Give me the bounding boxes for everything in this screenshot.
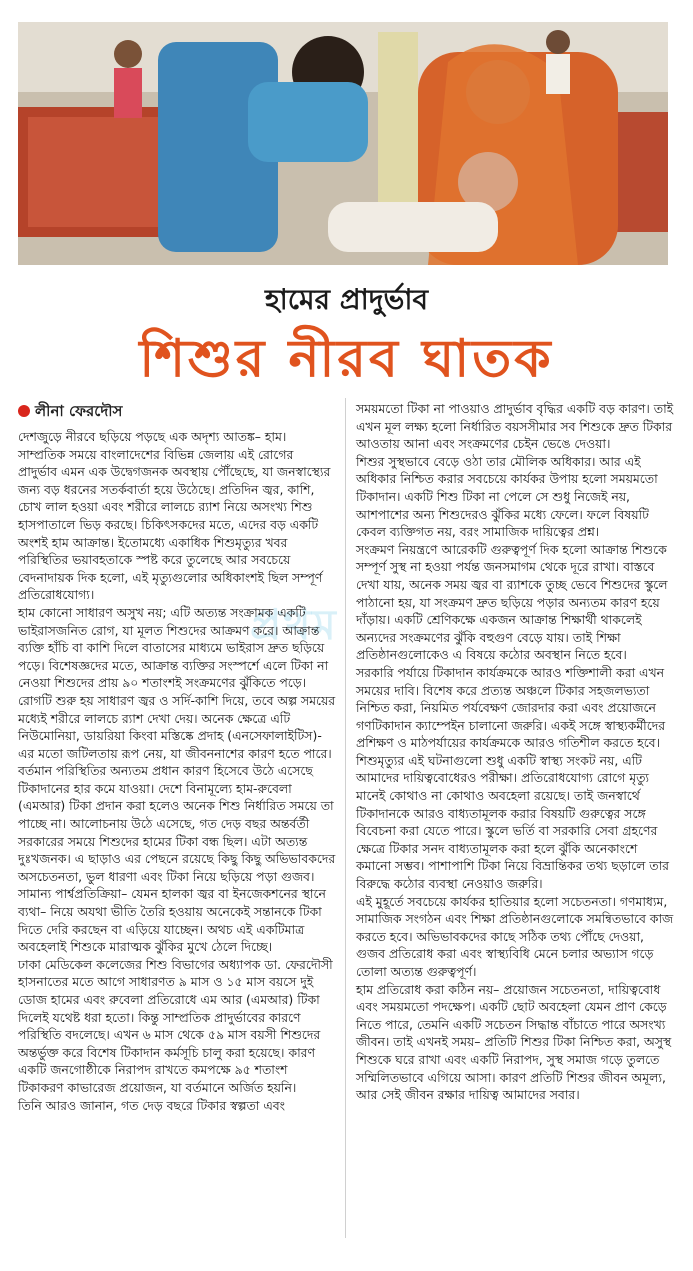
byline: [18, 400, 122, 425]
paragraph: হাম কোনো সাধারণ অসুখ নয়; এটি অত্যন্ত সংক্রামক একটি ভাইরাসজনিত রোগ, যা মূলত শিশুদের আক্রমণ করে। আক্রান্ত ব্যক্তি হাঁচি বা কাশি দিলে বাতাসের মাধ্যমে ভাইরাস দ্রুত ছড়িয়ে পড়ে। বিশেষজ্ঞদের মতে, আক্রান্ত ব্যক্তির সংস্পর্শে এলে টিকা না নেওয়া শিশুদের প্রায় ৯০ শতাংশই সংক্রমণের ঝুঁকিতে পড়ে। রোগটি শুরু হয় সাধারণ জ্বর ও সর্দি-কাশি দিয়ে, তবে অল্প সময়ের মধ্যেই শরীরে লালচে র‍্যাশ দেখা দেয়। অনেক ক্ষেত্রে এটি নিউমোনিয়া, ডায়রিয়া কিংবা মস্তিষ্কে প্রদাহ (এনসেফালাইটিস)-এর মতো জটিলতায় রূপ নেয়, যা জীবননাশের কারণ হতে পারে।: [18, 604, 336, 761]
paragraph: হাম প্রতিরোধ করা কঠিন নয়– প্রয়োজন সচেতনতা, দায়িত্ববোধ এবং সময়মতো পদক্ষেপ। একটি ছোট অবহেলা যেমন প্রাণ কেড়ে নিতে পারে, তেমনি একটি সচেতন সিদ্ধান্ত বাঁচাতে পারে অসংখ্য জীবন। তাই এখনই সময়– প্রতিটি শিশুর টিকা নিশ্চিত করা, অসুস্থ শিশুকে ঘরে রাখা এবং একটি নিরাপদ, সুস্থ সমাজ গড়ে তুলতে সম্মিলিতভাবে এগিয়ে আসা। কারণ প্রতিটি শিশুর জীবন অমূল্য, আর সেই জীবন রক্ষার দায়িত্ব আমাদের সবার।: [356, 981, 672, 1103]
paragraph: শিশুমৃত্যুর এই ঘটনাগুলো শুধু একটি স্বাস্থ্য সংকট নয়, এটি আমাদের দায়িত্ববোধেরও পরীক্ষা। প্রতিরোধযোগ্য রোগে মৃত্যু মানেই কোথাও না কোথাও অবহেলা রয়েছে। তাই জনস্বার্থে টিকাদানকে আরও বাধ্যতামূলক করার বিষয়টি গুরুত্বের সঙ্গে বিবেচনা করা যেতে পারে। স্কুলে ভর্তি বা সরকারি সেবা গ্রহণের ক্ষেত্রে টিকার সনদ বাধ্যতামূলক করা হলে ঝুঁকি অনেকাংশে কমানো সম্ভব। পাশাপাশি টিকা নিয়ে বিভ্রান্তিকর তথ্য ছড়ালে তার বিরুদ্ধে কঠোর ব্যবস্থা নেওয়াও জরুরি।: [356, 752, 669, 892]
article-column-right: [356, 400, 674, 1104]
byline-bullet-icon: [18, 405, 30, 417]
paragraph: দেশজুড়ে নীরবে ছড়িয়ে পড়ছে এক অদৃশ্য আতঙ্ক– হাম। সাম্প্রতিক সময়ে বাংলাদেশের বিভিন্ন জেলায় এই রোগের প্রাদুর্ভাব এমন এক উদ্বেগজনক অবস্থায় পৌঁছেছে, যা জনস্বাস্থ্যের জন্য বড় ধরনের সতর্কবার্তা হয়ে উঠেছে। প্রতিদিন জ্বর, কাশি, চোখ লাল হওয়া এবং শরীরে লালচে র‍্যাশ নিয়ে অসংখ্য শিশু হাসপাতালে ভিড় করছে। চিকিৎসকদের মতে, এদের বড় একটি অংশই হাম আক্রান্ত। ইতোমধ্যে একাধিক শিশুমৃত্যুর খবর পরিস্থিতির ভয়াবহতাকে স্পষ্ট করে তুলেছে আর সবচেয়ে বেদনাদায়ক দিক হলো, এই মৃত্যুগুলোর অধিকাংশই ছিল সম্পূর্ণ প্রতিরোধযোগ্য।: [18, 429, 331, 603]
headline: শিশুর নীরব ঘাতক: [139, 329, 554, 389]
kicker-heading: হামের প্রাদুর্ভাব: [264, 283, 429, 316]
paragraph: শিশুর সুস্থভাবে বেড়ে ওঠা তার মৌলিক অধিকার। আর এই অধিকার নিশ্চিত করার সবচেয়ে কার্যকর উপায় হলো সময়মতো টিকাদান। একটি শিশু টিকা না পেলে সে শুধু নিজেই নয়, আশপাশের অন্য শিশুদেরও ঝুঁকির মধ্যে ফেলে। ফলে বিষয়টি কেবল ব্যক্তিগত নয়, বরং সামাজিক দায়িত্বের প্রশ্ন।: [356, 453, 658, 540]
column-divider: [345, 398, 346, 1238]
watermark: প্রথম: [250, 600, 338, 649]
paragraph: সরকারি পর্যায়ে টিকাদান কার্যক্রমকে আরও শক্তিশালী করা এখন সময়ের দাবি। বিশেষ করে প্রত্যন্ত অঞ্চলে টিকার সহজলভ্যতা নিশ্চিত করা, নিয়মিত পর্যবেক্ষণ জোরদার করা এবং প্রয়োজনে গণটিকাদান ক্যাম্পেইন চালানো জরুরি। একই সঙ্গে স্বাস্থ্যকর্মীদের প্রশিক্ষণ ও মাঠপর্যায়ের কার্যক্রমকে আরও গতিশীল করতে হবে।: [356, 664, 666, 751]
paragraph: সময়মতো টিকা না পাওয়াও প্রাদুর্ভাব বৃদ্ধির একটি বড় কারণ। তাই এখন মূল লক্ষ্য হলো নির্ধারিত বয়সসীমার সব শিশুকে দ্রুত টিকার আওতায় আনা এবং সংক্রমণের চেইন ভেঙে দেওয়া।: [356, 401, 674, 452]
paragraph: এই মুহূর্তে সবচেয়ে কার্যকর হাতিয়ার হলো সচেতনতা। গণমাধ্যম, সামাজিক সংগঠন এবং শিক্ষা প্রতিষ্ঠানগুলোকে সমন্বিতভাবে কাজ করতে হবে। অভিভাবকদের কাছে সঠিক তথ্য পৌঁছে দেওয়া, গুজব প্রতিরোধ করা এবং স্বাস্থ্যবিধি মেনে চলার অভ্যাস গড়ে তোলা অত্যন্ত গুরুত্বপূর্ণ।: [356, 893, 674, 979]
photo-illustration: [18, 22, 668, 265]
paragraph: ঢাকা মেডিকেল কলেজের শিশু বিভাগের অধ্যাপক ডা. ফেরদৌসী হাসনাতের মতে আগে সাধারণত ৯ মাস ও ১৫ মাস বয়সে দুই ডোজ হামের এবং রুবেলা প্রতিরোধে এম আর (এমআর) টিকা দিলেই যথেষ্ট ধরা হতো। কিন্তু সাম্প্রতিক প্রাদুর্ভাবের কারণে পরিস্থিতি বদলেছে। এখন ৬ মাস থেকে ৫৯ মাস বয়সী শিশুদের অন্তর্ভুক্ত করে বিশেষ টিকাদান কর্মসূচি চালু করা হয়েছে। কারণ একটি জনগোষ্ঠীকে নিরাপদ রাখতে কমপক্ষে ৯৫ শতাংশ টিকাকরণ কাভারেজ প্রয়োজন, যা বর্তমানে অর্জিত হয়নি।: [18, 956, 333, 1095]
paragraph: তিনি আরও জানান, গত দেড় বছরে টিকার স্বল্পতা এবং: [18, 1097, 285, 1113]
article-column-left: [18, 428, 336, 1114]
article-photo: [18, 22, 668, 265]
author-name: লীনা ফেরদৌস: [35, 402, 123, 420]
paragraph: সংক্রমণ নিয়ন্ত্রণে আরেকটি গুরুত্বপূর্ণ দিক হলো আক্রান্ত শিশুকে সম্পূর্ণ সুস্থ না হওয়া পর্যন্ত জনসমাগম থেকে দূরে রাখা। বাস্তবে দেখা যায়, অনেক সময় জ্বর বা র‍্যাশকে তুচ্ছ ভেবে শিশুদের স্কুলে পাঠানো হয়, যা সংক্রমণ দ্রুত ছড়িয়ে পড়ার অন্যতম কারণ হয়ে দাঁড়ায়। একটি শ্রেণিকক্ষে একজন আক্রান্ত শিক্ষার্থী থাকলেই অন্যদের সংক্রমণের ঝুঁকি বহুগুণ বেড়ে যায়। তাই শিক্ষা প্রতিষ্ঠানগুলোকেও এ বিষয়ে কঠোর অবস্থান নিতে হবে।: [356, 541, 668, 663]
paragraph: বর্তমান পরিস্থিতির অন্যতম প্রধান কারণ হিসেবে উঠে এসেছে টিকাদানের হার কমে যাওয়া। দেশে বিনামূল্যে হাম-রুবেলা (এমআর) টিকা প্রদান করা হলেও অনেক শিশু নির্ধারিত সময়ে তা পাচ্ছে না। আলোচনায় উঠে এসেছে, গত দেড় বছর অন্তর্বর্তী সরকারের সময়ে শিশুদের হামের টিকা বন্ধ ছিল। এটা অত্যন্ত দুঃখজনক। এ ছাড়াও এর পেছনে রয়েছে কিছু কিছু অভিভাবকদের অসচেতনতা, ভুল ধারণা এবং টিকা নিয়ে ছড়িয়ে পড়া গুজব। সামান্য পার্শ্বপ্রতিক্রিয়া– যেমন হালকা জ্বর বা ইনজেকশনের স্থানে ব্যথা– নিয়ে অযথা ভীতি তৈরি হওয়ায় অনেকেই সন্তানকে টিকা দিতে দেরি করছেন বা এড়িয়ে যাচ্ছেন। অথচ এই একটিমাত্র অবহেলাই শিশুকে মারাত্মক ঝুঁকির মুখে ঠেলে দিচ্ছে।: [18, 763, 336, 955]
